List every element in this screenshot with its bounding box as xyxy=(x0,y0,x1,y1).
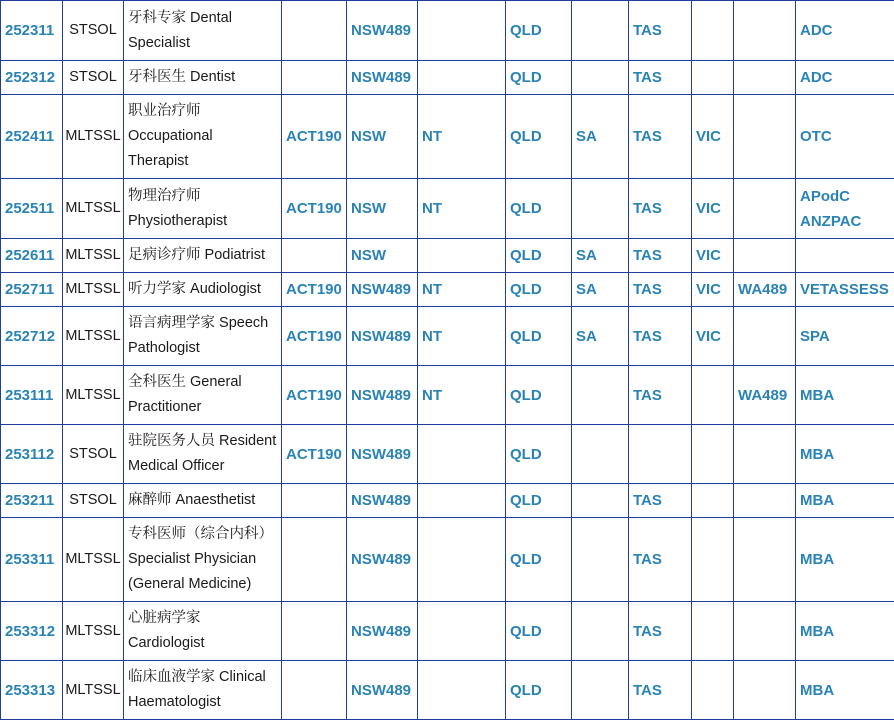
qld-cell xyxy=(506,273,572,307)
act-cell xyxy=(282,484,347,518)
occupation-code: 252312 xyxy=(1,61,63,95)
nsw-cell xyxy=(347,661,418,720)
nt-cell xyxy=(418,602,506,661)
cell-text: SA xyxy=(576,124,628,149)
cell-text: QLD xyxy=(510,243,571,268)
skills-list: STSOL xyxy=(63,1,124,61)
cell-text: NT xyxy=(422,324,505,349)
vic-cell xyxy=(692,95,734,179)
vic-cell xyxy=(692,425,734,484)
cell-text: TAS xyxy=(633,619,691,644)
assessing-authority-cell xyxy=(796,425,894,484)
skills-list: STSOL xyxy=(63,425,124,484)
sa-cell xyxy=(572,602,629,661)
sa-cell xyxy=(572,661,629,720)
skills-list: MLTSSL xyxy=(63,307,124,366)
assessing-authority-cell xyxy=(796,602,894,661)
qld-cell xyxy=(506,307,572,366)
wa-cell xyxy=(734,1,796,61)
wa-cell xyxy=(734,518,796,602)
table-row xyxy=(1,273,894,307)
occupation-name-line: Specialist Physician xyxy=(128,547,281,572)
cell-text: NSW xyxy=(351,124,417,149)
tas-cell xyxy=(629,273,692,307)
act-cell xyxy=(282,179,347,239)
cell-text: QLD xyxy=(510,18,571,43)
act-cell xyxy=(282,518,347,602)
nt-cell xyxy=(418,1,506,61)
occupation-name-line: Occupational xyxy=(128,124,281,149)
occupation-code: 253211 xyxy=(1,484,63,518)
occupation-name-line: 语言病理学家 Speech xyxy=(128,311,281,336)
occupation-name-line: 临床血液学家 Clinical xyxy=(128,665,281,690)
cell-text: TAS xyxy=(633,196,691,221)
cell-text: ACT190 xyxy=(286,324,346,349)
occupation-name xyxy=(124,602,282,661)
occupation-name xyxy=(124,484,282,518)
occupation-name xyxy=(124,425,282,484)
cell-text: ACT190 xyxy=(286,277,346,302)
qld-cell xyxy=(506,1,572,61)
tas-cell xyxy=(629,179,692,239)
cell-text: QLD xyxy=(510,196,571,221)
act-cell xyxy=(282,602,347,661)
cell-text: VIC xyxy=(696,243,733,268)
cell-text: QLD xyxy=(510,124,571,149)
cell-text: MBA xyxy=(800,678,894,703)
qld-cell xyxy=(506,366,572,425)
cell-text: QLD xyxy=(510,383,571,408)
skills-list: MLTSSL xyxy=(63,239,124,273)
cell-text: TAS xyxy=(633,383,691,408)
skills-list: MLTSSL xyxy=(63,366,124,425)
occupation-name-line: 驻院医务人员 Resident xyxy=(128,429,281,454)
cell-text: QLD xyxy=(510,277,571,302)
table-row xyxy=(1,366,894,425)
cell-text: TAS xyxy=(633,277,691,302)
nt-cell xyxy=(418,61,506,95)
cell-text: VIC xyxy=(696,124,733,149)
nt-cell xyxy=(418,425,506,484)
table-row xyxy=(1,484,894,518)
sa-cell xyxy=(572,95,629,179)
nt-cell xyxy=(418,307,506,366)
act-cell xyxy=(282,425,347,484)
cell-text: NSW489 xyxy=(351,324,417,349)
table-row xyxy=(1,239,894,273)
cell-text: NSW489 xyxy=(351,383,417,408)
occupation-name-line: 麻醉师 Anaesthetist xyxy=(128,488,281,513)
wa-cell xyxy=(734,602,796,661)
sa-cell xyxy=(572,1,629,61)
tas-cell xyxy=(629,1,692,61)
skills-list: MLTSSL xyxy=(63,179,124,239)
table-body xyxy=(1,1,894,720)
occupation-name-line: 物理治疗师 xyxy=(128,184,281,209)
occupation-name xyxy=(124,95,282,179)
wa-cell xyxy=(734,239,796,273)
nsw-cell xyxy=(347,307,418,366)
act-cell xyxy=(282,366,347,425)
nsw-cell xyxy=(347,518,418,602)
cell-text: NSW489 xyxy=(351,678,417,703)
act-cell xyxy=(282,307,347,366)
sa-cell xyxy=(572,179,629,239)
occupation-code: 253313 xyxy=(1,661,63,720)
cell-text: APodC xyxy=(800,184,894,209)
act-cell xyxy=(282,95,347,179)
tas-cell xyxy=(629,61,692,95)
skills-list: MLTSSL xyxy=(63,95,124,179)
cell-text: QLD xyxy=(510,619,571,644)
wa-cell xyxy=(734,61,796,95)
vic-cell xyxy=(692,484,734,518)
occupation-name-line: 牙科医生 Dentist xyxy=(128,65,281,90)
cell-text: VIC xyxy=(696,324,733,349)
vic-cell xyxy=(692,602,734,661)
cell-text: NT xyxy=(422,196,505,221)
nsw-cell xyxy=(347,95,418,179)
cell-text: VIC xyxy=(696,196,733,221)
occupation-code: 253311 xyxy=(1,518,63,602)
table-row xyxy=(1,95,894,179)
cell-text: NT xyxy=(422,277,505,302)
occupation-name xyxy=(124,1,282,61)
occupation-name xyxy=(124,239,282,273)
nt-cell xyxy=(418,95,506,179)
assessing-authority-cell xyxy=(796,484,894,518)
nt-cell xyxy=(418,366,506,425)
skills-list: STSOL xyxy=(63,61,124,95)
sa-cell xyxy=(572,273,629,307)
assessing-authority-cell xyxy=(796,307,894,366)
qld-cell xyxy=(506,95,572,179)
qld-cell xyxy=(506,179,572,239)
table-row xyxy=(1,661,894,720)
cell-text: NSW489 xyxy=(351,488,417,513)
vic-cell xyxy=(692,61,734,95)
nt-cell xyxy=(418,273,506,307)
cell-text: MBA xyxy=(800,488,894,513)
cell-text: ANZPAC xyxy=(800,209,894,234)
cell-text: NT xyxy=(422,383,505,408)
sa-cell xyxy=(572,366,629,425)
qld-cell xyxy=(506,661,572,720)
occupation-name-line: Specialist xyxy=(128,31,281,56)
occupation-code: 252311 xyxy=(1,1,63,61)
tas-cell xyxy=(629,307,692,366)
cell-text: SA xyxy=(576,277,628,302)
cell-text: NSW xyxy=(351,196,417,221)
qld-cell xyxy=(506,239,572,273)
occupation-name xyxy=(124,366,282,425)
cell-text: ACT190 xyxy=(286,196,346,221)
nsw-cell xyxy=(347,1,418,61)
occupation-code: 252711 xyxy=(1,273,63,307)
act-cell xyxy=(282,273,347,307)
occupation-code: 253112 xyxy=(1,425,63,484)
occupation-name-line: Haematologist xyxy=(128,690,281,715)
assessing-authority-cell xyxy=(796,61,894,95)
assessing-authority-cell xyxy=(796,1,894,61)
occupation-name-line: (General Medicine) xyxy=(128,572,281,597)
occupation-name-line: 职业治疗师 xyxy=(128,99,281,124)
nsw-cell xyxy=(347,425,418,484)
cell-text: ADC xyxy=(800,65,894,90)
cell-text: TAS xyxy=(633,678,691,703)
occupation-code: 253312 xyxy=(1,602,63,661)
sa-cell xyxy=(572,425,629,484)
cell-text: ADC xyxy=(800,18,894,43)
qld-cell xyxy=(506,425,572,484)
nsw-cell xyxy=(347,366,418,425)
sa-cell xyxy=(572,484,629,518)
occupation-name-line: 听力学家 Audiologist xyxy=(128,277,281,302)
cell-text: TAS xyxy=(633,65,691,90)
qld-cell xyxy=(506,602,572,661)
occupation-name-line: 全科医生 General xyxy=(128,370,281,395)
occupation-code: 252511 xyxy=(1,179,63,239)
tas-cell xyxy=(629,425,692,484)
cell-text: NT xyxy=(422,124,505,149)
cell-text: TAS xyxy=(633,124,691,149)
occupation-name-line: Physiotherapist xyxy=(128,209,281,234)
vic-cell xyxy=(692,239,734,273)
occupation-name-line: 足病诊疗师 Podiatrist xyxy=(128,243,281,268)
table-row xyxy=(1,61,894,95)
tas-cell xyxy=(629,366,692,425)
cell-text: NSW489 xyxy=(351,547,417,572)
nsw-cell xyxy=(347,179,418,239)
occupation-name-line: 牙科专家 Dental xyxy=(128,6,281,31)
assessing-authority-cell xyxy=(796,518,894,602)
assessing-authority-cell xyxy=(796,273,894,307)
skills-list: MLTSSL xyxy=(63,273,124,307)
cell-text: ACT190 xyxy=(286,442,346,467)
cell-text: NSW489 xyxy=(351,619,417,644)
wa-cell xyxy=(734,661,796,720)
occupation-name-line: Therapist xyxy=(128,149,281,174)
sa-cell xyxy=(572,307,629,366)
skills-list: MLTSSL xyxy=(63,602,124,661)
nt-cell xyxy=(418,484,506,518)
nsw-cell xyxy=(347,61,418,95)
vic-cell xyxy=(692,1,734,61)
occupation-name-line: Practitioner xyxy=(128,395,281,420)
cell-text: WA489 xyxy=(738,277,795,302)
cell-text: QLD xyxy=(510,65,571,90)
cell-text: ACT190 xyxy=(286,383,346,408)
occupation-name-line: Medical Officer xyxy=(128,454,281,479)
nsw-cell xyxy=(347,273,418,307)
nt-cell xyxy=(418,179,506,239)
occupation-name xyxy=(124,661,282,720)
skills-list: MLTSSL xyxy=(63,518,124,602)
occupation-name-line: 专科医师（综合内科） xyxy=(128,522,281,547)
vic-cell xyxy=(692,661,734,720)
cell-text: NSW xyxy=(351,243,417,268)
cell-text: MBA xyxy=(800,442,894,467)
occupation-code: 252712 xyxy=(1,307,63,366)
cell-text: QLD xyxy=(510,678,571,703)
table-row xyxy=(1,425,894,484)
cell-text: SA xyxy=(576,243,628,268)
sa-cell xyxy=(572,61,629,95)
cell-text: TAS xyxy=(633,243,691,268)
cell-text: QLD xyxy=(510,442,571,467)
assessing-authority-cell xyxy=(796,661,894,720)
cell-text: QLD xyxy=(510,547,571,572)
wa-cell xyxy=(734,484,796,518)
cell-text: QLD xyxy=(510,324,571,349)
sa-cell xyxy=(572,239,629,273)
qld-cell xyxy=(506,484,572,518)
act-cell xyxy=(282,1,347,61)
vic-cell xyxy=(692,179,734,239)
table-row xyxy=(1,602,894,661)
occupation-name-line: Cardiologist xyxy=(128,631,281,656)
table-row xyxy=(1,518,894,602)
act-cell xyxy=(282,239,347,273)
occupation-name xyxy=(124,61,282,95)
cell-text: TAS xyxy=(633,324,691,349)
nsw-cell xyxy=(347,602,418,661)
nt-cell xyxy=(418,518,506,602)
cell-text: MBA xyxy=(800,547,894,572)
tas-cell xyxy=(629,661,692,720)
cell-text: NSW489 xyxy=(351,277,417,302)
nsw-cell xyxy=(347,484,418,518)
skills-list: STSOL xyxy=(63,484,124,518)
cell-text: NSW489 xyxy=(351,442,417,467)
occupation-code: 253111 xyxy=(1,366,63,425)
occupation-name-line: Pathologist xyxy=(128,336,281,361)
nsw-cell xyxy=(347,239,418,273)
occupation-code: 252611 xyxy=(1,239,63,273)
tas-cell xyxy=(629,239,692,273)
occupation-name-line: 心脏病学家 xyxy=(128,606,281,631)
vic-cell xyxy=(692,366,734,425)
wa-cell xyxy=(734,273,796,307)
cell-text: MBA xyxy=(800,383,894,408)
assessing-authority-cell xyxy=(796,239,894,273)
tas-cell xyxy=(629,484,692,518)
nt-cell xyxy=(418,239,506,273)
tas-cell xyxy=(629,518,692,602)
wa-cell xyxy=(734,179,796,239)
cell-text: NSW489 xyxy=(351,65,417,90)
act-cell xyxy=(282,661,347,720)
skills-list: MLTSSL xyxy=(63,661,124,720)
wa-cell xyxy=(734,95,796,179)
occupation-name xyxy=(124,518,282,602)
cell-text: TAS xyxy=(633,547,691,572)
cell-text: NSW489 xyxy=(351,18,417,43)
cell-text: TAS xyxy=(633,18,691,43)
assessing-authority-cell xyxy=(796,95,894,179)
wa-cell xyxy=(734,307,796,366)
cell-text: ACT190 xyxy=(286,124,346,149)
cell-text: VETASSESS xyxy=(800,277,894,302)
cell-text: MBA xyxy=(800,619,894,644)
act-cell xyxy=(282,61,347,95)
vic-cell xyxy=(692,273,734,307)
assessing-authority-cell xyxy=(796,366,894,425)
occupation-name xyxy=(124,307,282,366)
cell-text: VIC xyxy=(696,277,733,302)
cell-text: OTC xyxy=(800,124,894,149)
table-row xyxy=(1,1,894,61)
occupation-code: 252411 xyxy=(1,95,63,179)
assessing-authority-cell xyxy=(796,179,894,239)
cell-text: SA xyxy=(576,324,628,349)
tas-cell xyxy=(629,95,692,179)
cell-text: QLD xyxy=(510,488,571,513)
table-row xyxy=(1,179,894,239)
cell-text: TAS xyxy=(633,488,691,513)
wa-cell xyxy=(734,425,796,484)
cell-text: SPA xyxy=(800,324,894,349)
nt-cell xyxy=(418,661,506,720)
cell-text: WA489 xyxy=(738,383,795,408)
qld-cell xyxy=(506,61,572,95)
qld-cell xyxy=(506,518,572,602)
occupation-name xyxy=(124,179,282,239)
vic-cell xyxy=(692,518,734,602)
wa-cell xyxy=(734,366,796,425)
table-row xyxy=(1,307,894,366)
sa-cell xyxy=(572,518,629,602)
occupation-name xyxy=(124,273,282,307)
vic-cell xyxy=(692,307,734,366)
tas-cell xyxy=(629,602,692,661)
